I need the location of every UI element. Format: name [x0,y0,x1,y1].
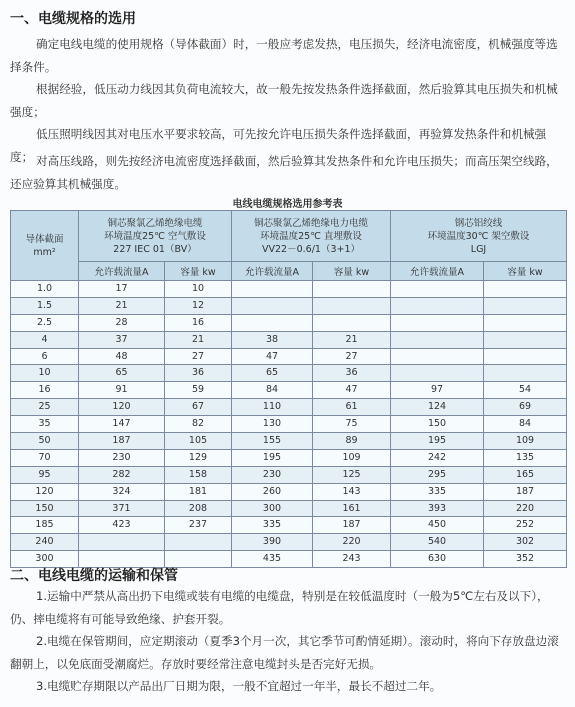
table-cell: 12 [165,297,232,314]
subheader-capacity: 容量 kw [484,262,567,281]
table-cell: 84 [484,416,567,433]
table-cell: 371 [79,500,165,517]
table-cell: 630 [391,551,484,568]
table-cell: 187 [79,433,165,450]
table-cell: 143 [313,483,391,500]
table-cell: 237 [165,517,232,534]
table-cell: 324 [79,483,165,500]
cell-section: 300 [11,551,79,568]
table-cell: 352 [484,551,567,568]
table-cell [391,348,484,365]
cell-section: 1.0 [11,281,79,298]
table-cell: 243 [313,551,391,568]
table-cell: 181 [165,483,232,500]
table-row [11,399,567,416]
table-cell: 10 [165,281,232,298]
table-cell: 17 [79,281,165,298]
table-cell: 105 [165,433,232,450]
section1-paragraph-1: 确定电线电缆的使用规格（导体截面）时，一般应考虑发热，电压损失，经济电流密度，机械强度等选择条件。 [10,37,558,74]
table-cell [79,534,165,551]
table-cell: 155 [232,433,313,450]
header-conductor-section: 导体截面 mm² [11,211,79,281]
table-row [11,331,567,348]
table-cell: 540 [391,534,484,551]
table-row [11,297,567,314]
section2-paragraph-2: 2.电缆在保管期间，应定期滚动（夏季3个月一次，其它季节可酌情延期）。滚动时，将向下存放盘边滚翻朝上，以免底面受潮腐烂。存放时要经常注意电缆封头是否完好无损。 [10,634,559,671]
cell-section: 10 [11,365,79,382]
table-cell: 27 [313,348,391,365]
cable-spec-table [10,210,567,568]
table-cell: 390 [232,534,313,551]
table-cell [391,297,484,314]
table-cell: 38 [232,331,313,348]
table-cell [313,297,391,314]
table-cell: 129 [165,449,232,466]
table-cell: 300 [232,500,313,517]
table-cell: 36 [165,365,232,382]
table-caption: 电线电缆规格选用参考表 [232,199,343,210]
table-cell: 295 [391,466,484,483]
cell-section: 185 [11,517,79,534]
table-cell: 21 [79,297,165,314]
table-cell: 110 [232,399,313,416]
table-cell: 302 [484,534,567,551]
table-row [11,449,567,466]
table-cell: 27 [165,348,232,365]
cell-section: 240 [11,534,79,551]
table-cell: 423 [79,517,165,534]
table-cell: 260 [232,483,313,500]
table-row [11,433,567,450]
table-row [11,365,567,382]
table-cell: 135 [484,449,567,466]
table-cell: 75 [313,416,391,433]
table-row [11,466,567,483]
table-row [11,517,567,534]
table-cell [232,314,313,331]
table-cell: 208 [165,500,232,517]
table-cell [484,365,567,382]
table-cell [165,534,232,551]
table-cell [484,348,567,365]
subheader-current: 允许载流量A [391,262,484,281]
table-cell: 61 [313,399,391,416]
header-group-bv: 铜芯聚氯乙烯绝缘电缆 环境温度25℃ 空气敷设 227 IEC 01（BV） [79,211,232,262]
section1-paragraph-2: 根据经验，低压动力线因其负荷电流较大，故一般先按发热条件选择截面，然后验算其电压损失和机械强度； [10,82,558,119]
table-cell [484,281,567,298]
table-cell [391,365,484,382]
cell-section: 150 [11,500,79,517]
table-row [11,314,567,331]
subheader-current: 允许载流量A [232,262,313,281]
cell-section: 70 [11,449,79,466]
table-body [11,281,567,568]
table-cell [484,331,567,348]
table-cell: 67 [165,399,232,416]
cell-section: 16 [11,382,79,399]
cell-section: 25 [11,399,79,416]
table-cell: 47 [313,382,391,399]
table-cell: 282 [79,466,165,483]
table-cell [313,281,391,298]
table-cell: 91 [79,382,165,399]
cell-section: 2.5 [11,314,79,331]
header-group-lgj: 钢芯铝绞线 环境温度30℃ 架空敷设 LGJ [391,211,567,262]
table-cell: 36 [313,365,391,382]
table-cell [391,281,484,298]
table-cell: 89 [313,433,391,450]
table-cell: 21 [313,331,391,348]
table-cell [232,281,313,298]
subheader-current: 允许载流量A [79,262,165,281]
table-cell: 187 [313,517,391,534]
section1-paragraph-3: 低压照明线因其对电压水平要求较高，可先按允许电压损失条件选择截面，再验算发热条件和机械强度； [10,127,547,164]
table-cell: 21 [165,331,232,348]
table-cell: 130 [232,416,313,433]
table-cell [313,314,391,331]
table-cell: 150 [391,416,484,433]
cell-section: 4 [11,331,79,348]
table-cell [232,297,313,314]
table-cell: 242 [391,449,484,466]
table-cell: 335 [232,517,313,534]
header-group-vv22: 铜芯聚氯乙烯绝缘电力电缆 环境温度25℃ 直埋敷设 VV22－0.6/1（3+1） [232,211,391,262]
table-cell: 124 [391,399,484,416]
table-cell: 187 [484,483,567,500]
table-cell: 47 [232,348,313,365]
table-cell: 195 [391,433,484,450]
table-cell: 97 [391,382,484,399]
table-cell: 109 [484,433,567,450]
table-cell: 54 [484,382,567,399]
table-cell: 37 [79,331,165,348]
section2-title: 二、电线电缆的运输和保管 [10,568,178,584]
cell-section: 1.5 [11,297,79,314]
table-cell [484,297,567,314]
cell-section: 6 [11,348,79,365]
table-row [11,416,567,433]
table-cell: 252 [484,517,567,534]
section2-paragraph-1: 1.运输中严禁从高出扔下电缆或装有电缆的电缆盘，特别是在较低温度时（一般为5℃左右及以下），仍、摔电缆将有可能导致绝缘、护套开裂。 [10,589,549,626]
table-cell: 125 [313,466,391,483]
table-row [11,500,567,517]
table-cell: 65 [232,365,313,382]
table-cell: 435 [232,551,313,568]
table-cell: 147 [79,416,165,433]
table-cell [391,314,484,331]
section1-title: 一、电缆规格的选用 [10,11,136,27]
table-cell: 393 [391,500,484,517]
table-row [11,382,567,399]
table-cell: 161 [313,500,391,517]
table-cell: 230 [79,449,165,466]
table-cell: 59 [165,382,232,399]
table-cell: 158 [165,466,232,483]
table-cell: 195 [232,449,313,466]
table-cell: 69 [484,399,567,416]
table-row [11,348,567,365]
table-cell [484,314,567,331]
table-cell: 65 [79,365,165,382]
section2-paragraph-3: 3.电缆贮存期限以产品出厂日期为限，一般不宜超过一年半，最长不超过二年。 [36,679,442,693]
table-cell: 28 [79,314,165,331]
table-row [11,483,567,500]
cell-section: 50 [11,433,79,450]
cell-section: 120 [11,483,79,500]
table-cell: 82 [165,416,232,433]
subheader-capacity: 容量 kw [313,262,391,281]
cell-section: 95 [11,466,79,483]
table-cell: 109 [313,449,391,466]
table-cell: 16 [165,314,232,331]
table-cell: 165 [484,466,567,483]
table-cell: 48 [79,348,165,365]
table-cell [391,331,484,348]
table-cell: 220 [484,500,567,517]
subheader-capacity: 容量 kw [165,262,232,281]
table-cell: 84 [232,382,313,399]
table-row [11,281,567,298]
cell-section: 35 [11,416,79,433]
table-cell: 335 [391,483,484,500]
table-cell: 230 [232,466,313,483]
table-row [11,534,567,551]
section1-paragraph-4: 对高压线路，则先按经济电流密度选择截面，然后验算其发热条件和允许电压损失；而高压架空线路，还应验算其机械强度。 [10,154,558,191]
table-cell: 120 [79,399,165,416]
table-cell: 220 [313,534,391,551]
table-cell: 450 [391,517,484,534]
